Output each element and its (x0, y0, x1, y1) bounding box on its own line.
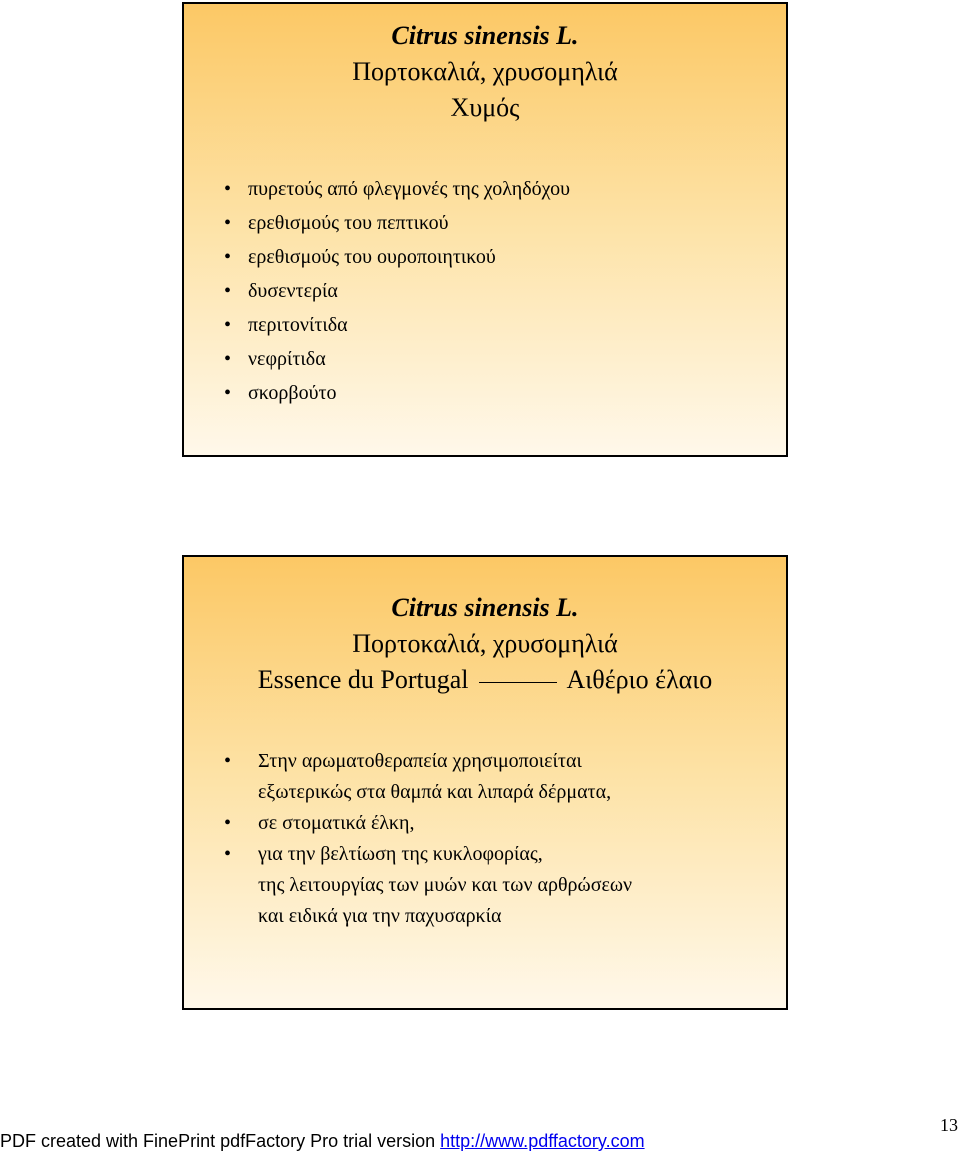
list-item-text: περιτονίτιδα (248, 314, 348, 336)
bullet-icon: • (224, 212, 232, 234)
list-item-text: ερεθισμούς του πεπτικού (248, 212, 449, 234)
list-item-text: για την βελτίωση της κυκλοφορίας, (258, 843, 543, 865)
list-item (224, 746, 786, 777)
list-item-continuation (224, 901, 786, 932)
list-item (224, 839, 786, 870)
list-item-text: σκορβούτο (248, 382, 337, 404)
list-item (224, 308, 786, 342)
slide-2 (182, 555, 788, 1010)
slide-2-title-common: Πορτοκαλιά, χρυσομηλιά (352, 629, 618, 658)
list-item-text: Στην αρωματοθεραπεία χρησιμοποιείται (258, 750, 582, 772)
bullet-icon: • (224, 843, 232, 865)
list-item (224, 342, 786, 376)
list-item (224, 376, 786, 410)
list-item (224, 172, 786, 206)
slide-2-title (184, 590, 786, 698)
list-item-text: σε στοματικά έλκη, (258, 812, 415, 834)
title-part-right: Αιθέριο έλαιο (566, 665, 713, 694)
slide-2-title-latin: Citrus sinensis L. (391, 593, 579, 622)
list-item (224, 274, 786, 308)
list-item-continuation (224, 870, 786, 901)
list-item-text: νεφρίτιδα (248, 348, 326, 370)
bullet-icon: • (224, 246, 232, 268)
slide-2-title-part (184, 662, 786, 698)
list-item-text: ερεθισμούς του ουροποιητικού (248, 246, 496, 268)
list-item-text: εξωτερικώς στα θαμπά και λιπαρά δέρματα, (258, 781, 612, 803)
list-item (224, 240, 786, 274)
slide-1 (182, 2, 788, 457)
list-item (224, 206, 786, 240)
title-part-left: Essence du Portugal (257, 665, 469, 694)
slide-1-title-latin: Citrus sinensis L. (391, 21, 579, 50)
slide-1-title-part: Χυμός (450, 93, 520, 122)
bullet-icon: • (224, 314, 232, 336)
page-number: 13 (940, 1115, 958, 1135)
slide-1-title-common: Πορτοκαλιά, χρυσομηλιά (352, 57, 618, 86)
list-item (224, 808, 786, 839)
slide-2-list (224, 746, 786, 932)
footer-text: PDF created with FinePrint pdfFactory Pro trial version (0, 1131, 441, 1151)
slide-1-title (184, 18, 786, 126)
list-item-text: πυρετούς από φλεγμονές της χοληδόχου (248, 178, 570, 200)
list-item-text: και ειδικά για την παχυσαρκία (258, 905, 502, 927)
pdf-footer (0, 1131, 645, 1152)
list-item-text: δυσεντερία (248, 280, 338, 302)
bullet-icon: • (224, 812, 232, 834)
list-item-continuation (224, 777, 786, 808)
bullet-icon: • (224, 178, 232, 200)
list-item-text: της λειτουργίας των μυών και των αρθρώσεων (258, 874, 633, 896)
bullet-icon: • (224, 750, 232, 772)
footer-link[interactable]: http://www.pdffactory.com (440, 1131, 645, 1151)
title-divider (479, 682, 557, 683)
bullet-icon: • (224, 382, 232, 404)
bullet-icon: • (224, 348, 232, 370)
bullet-icon: • (224, 280, 232, 302)
slide-1-list (224, 172, 786, 410)
